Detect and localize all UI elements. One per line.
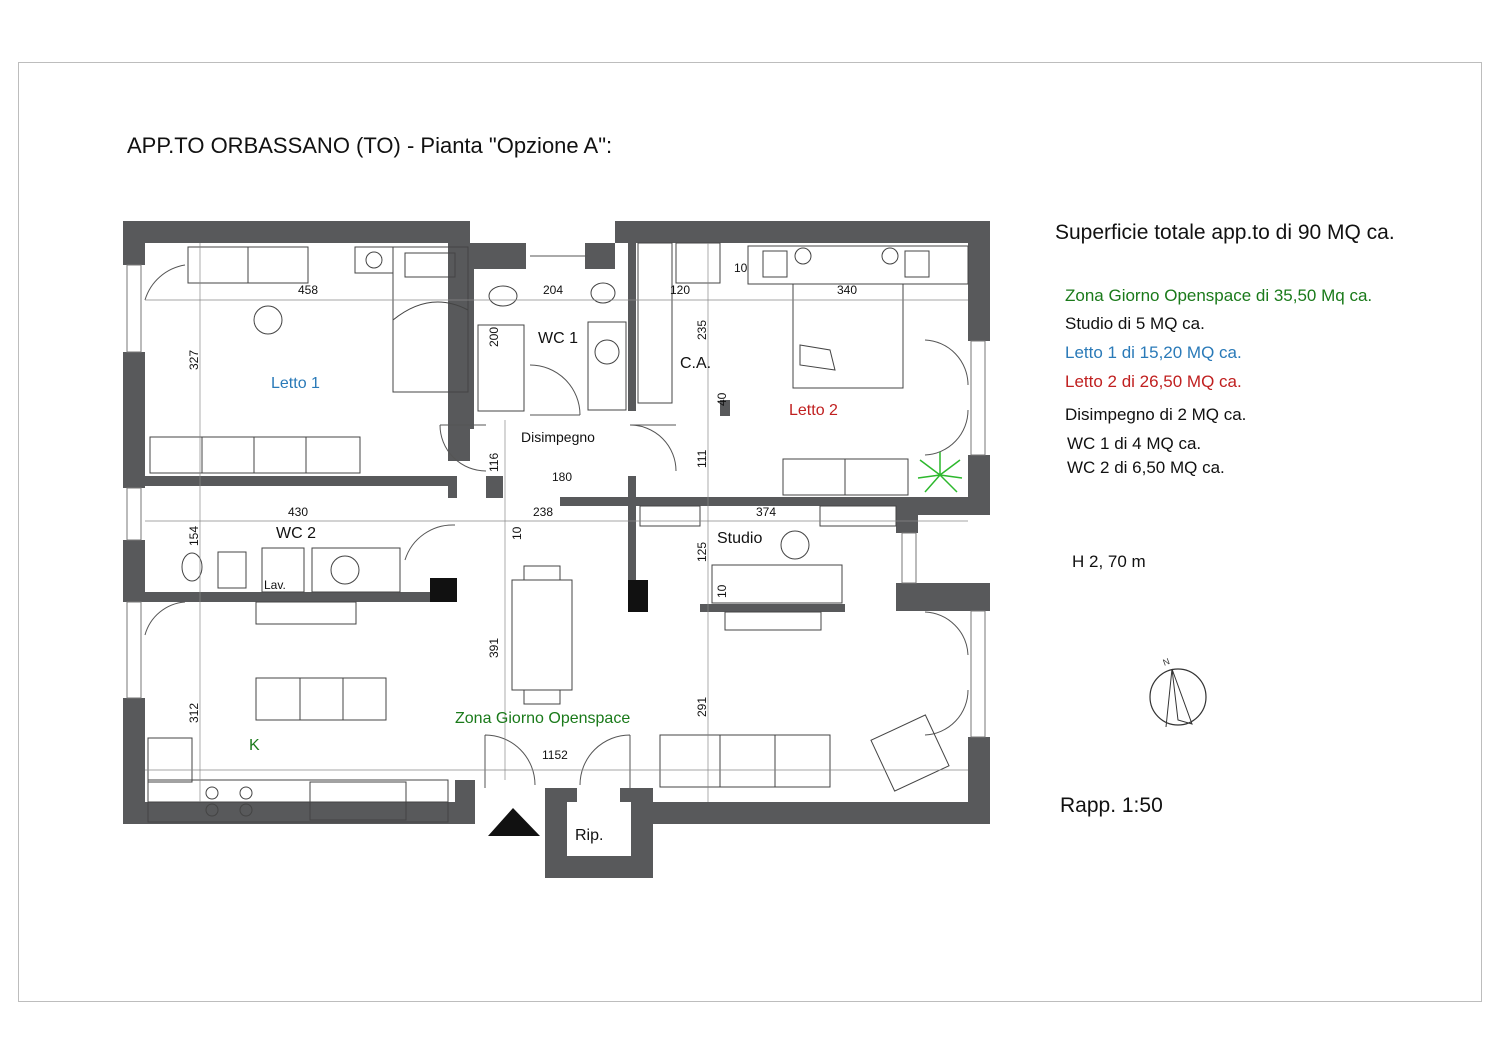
dim-label: 111 — [695, 449, 709, 468]
wc2-sink-counter — [312, 548, 400, 592]
dim-label: 10 — [715, 584, 729, 598]
room-label-wc1: WC 1 — [538, 330, 578, 347]
wall-top-right — [615, 221, 990, 243]
letto2-nightstand-l — [763, 251, 787, 277]
wall-west-1 — [123, 221, 145, 265]
dim-label: 430 — [288, 505, 309, 519]
door-letto2-balcony-2 — [925, 410, 968, 455]
studio-shelf-2 — [820, 506, 896, 526]
studio-chair — [781, 531, 809, 559]
wall-dis-bottom — [560, 497, 630, 506]
wall-wc1-top-right — [585, 243, 615, 269]
label-lav: Lav. — [264, 578, 286, 592]
dim-label: 458 — [298, 283, 319, 297]
studio-tv-unit — [725, 612, 821, 630]
kitchen-island — [256, 678, 386, 720]
room-label-disimpegno: Disimpegno — [521, 429, 595, 445]
letto2-bed — [793, 284, 903, 388]
wall-wc1-top — [470, 243, 526, 269]
ceiling-height: H 2, 70 m — [1072, 552, 1146, 571]
living-sofa — [660, 735, 830, 787]
dim-label: 10 — [510, 526, 524, 540]
dim-label: 312 — [187, 702, 201, 723]
total-surface: Superficie totale app.to di 90 MQ ca. — [1055, 221, 1395, 244]
door-letto2-balcony-1 — [925, 340, 968, 385]
letto2-nightstand-r — [905, 251, 929, 277]
window-studio — [902, 533, 916, 583]
area-item: Letto 1 di 15,20 MQ ca. — [1065, 343, 1242, 362]
dim-label: 340 — [837, 283, 858, 297]
studio-shelf-1 — [640, 506, 700, 526]
wall-bottom-right — [653, 802, 990, 824]
area-item: Disimpegno di 2 MQ ca. — [1065, 405, 1247, 424]
drawing-title: APP.TO ORBASSANO (TO) - Pianta "Opzione A": — [127, 133, 613, 158]
north-label: N — [1161, 656, 1171, 668]
studio-desk — [712, 565, 842, 603]
walls — [123, 221, 990, 878]
door-entrance-left — [485, 735, 535, 788]
wc1-bidet — [489, 286, 517, 306]
entrance-arrow-icon — [488, 808, 540, 836]
wall-east-1 — [968, 221, 990, 341]
dim-label: 120 — [670, 283, 691, 297]
plant-icon — [918, 452, 962, 492]
room-label-wc2: WC 2 — [276, 525, 316, 542]
wc2-bidet — [218, 552, 246, 588]
ca-shelf — [676, 243, 720, 283]
wall-wc2-kitchen — [145, 592, 457, 602]
wall-dis-post-1 — [486, 476, 496, 498]
area-item: WC 1 di 4 MQ ca. — [1067, 434, 1202, 453]
wc1-sink-counter — [588, 322, 626, 410]
wc2-sink — [331, 556, 359, 584]
room-label-letto1: Letto 1 — [271, 375, 320, 392]
dim-label: 1152 — [542, 748, 568, 762]
dim-label: 125 — [695, 541, 709, 562]
wc1-sink — [595, 340, 619, 364]
north-arrow-icon — [1150, 656, 1206, 727]
letto1-wardrobe — [150, 437, 360, 473]
window-living — [971, 611, 985, 737]
wall-rip-top-left — [545, 788, 577, 802]
dim-label: 327 — [187, 349, 201, 370]
window-kitchen — [127, 602, 141, 698]
dim-label: 235 — [695, 319, 709, 340]
wall-bottom-left-post — [455, 780, 475, 824]
dim-label: 10 — [734, 261, 748, 275]
dim-label: 40 — [715, 392, 729, 406]
dim-label: 200 — [487, 326, 501, 347]
wall-west-3 — [123, 540, 145, 602]
wc1-shower — [478, 325, 524, 411]
kitchen-upper — [256, 602, 356, 624]
door-wc1 — [530, 365, 580, 415]
door-entrance-right — [580, 735, 630, 788]
area-item: WC 2 di 6,50 MQ ca. — [1067, 458, 1225, 477]
dim-label: 374 — [756, 505, 777, 519]
dim-label: 180 — [552, 470, 573, 484]
wall-bottom-left — [123, 802, 475, 824]
door-living-balcony-1 — [925, 612, 968, 655]
wall-wc2-ne — [448, 476, 457, 498]
dim-label: 204 — [543, 283, 564, 297]
window-wc2 — [127, 488, 141, 540]
wall-west-2 — [123, 352, 145, 488]
dim-label: 391 — [487, 637, 501, 658]
room-label-ca: C.A. — [680, 355, 712, 372]
dim-label: 116 — [487, 452, 501, 472]
dim-label: 238 — [533, 505, 554, 519]
door-letto1-window — [145, 265, 185, 300]
door-wc2 — [405, 525, 455, 560]
area-item: Studio di 5 MQ ca. — [1065, 314, 1205, 333]
dim-label: 291 — [695, 696, 709, 717]
wall-wc1-west — [470, 243, 474, 429]
door-kitchen-window — [145, 602, 185, 635]
area-item: Letto 2 di 26,50 MQ ca. — [1065, 372, 1242, 391]
dining-table — [512, 580, 572, 690]
wc2-toilet — [182, 553, 202, 581]
room-label-zona-giorno: Zona Giorno Openspace — [455, 710, 631, 727]
area-item: Zona Giorno Openspace di 35,50 Mq ca. — [1065, 286, 1373, 305]
ca-wardrobe — [638, 243, 672, 403]
room-label-rip: Rip. — [575, 827, 604, 844]
dim-label: 154 — [187, 525, 201, 546]
dimension-labels — [187, 261, 857, 762]
wall-column-2 — [628, 580, 648, 612]
window-letto1 — [127, 265, 141, 352]
wall-studio-desk-wall — [700, 604, 845, 612]
letto2-headboard — [748, 246, 968, 284]
window-letto2 — [971, 341, 985, 455]
living-armchair — [871, 715, 949, 791]
wall-dis-post-2 — [496, 476, 503, 498]
room-label-kitchen: K — [249, 737, 260, 754]
wall-top-left — [123, 221, 470, 243]
room-label-studio: Studio — [717, 530, 763, 547]
wall-ca-west — [628, 243, 636, 411]
drawing-scale: Rapp. 1:50 — [1060, 794, 1163, 817]
wall-rip-top-right — [620, 788, 653, 802]
wall-studio-se — [896, 583, 990, 611]
wall-column-1 — [430, 578, 457, 602]
kitchen-counter — [148, 780, 448, 802]
wall-studio-ne-post — [896, 497, 918, 533]
room-label-letto2: Letto 2 — [789, 402, 838, 419]
kitchen-fridge — [148, 738, 192, 782]
door-letto2 — [630, 425, 676, 471]
letto1-nightstand — [355, 247, 393, 273]
wall-letto1-wc2 — [145, 476, 457, 486]
letto1-chair — [254, 306, 282, 334]
